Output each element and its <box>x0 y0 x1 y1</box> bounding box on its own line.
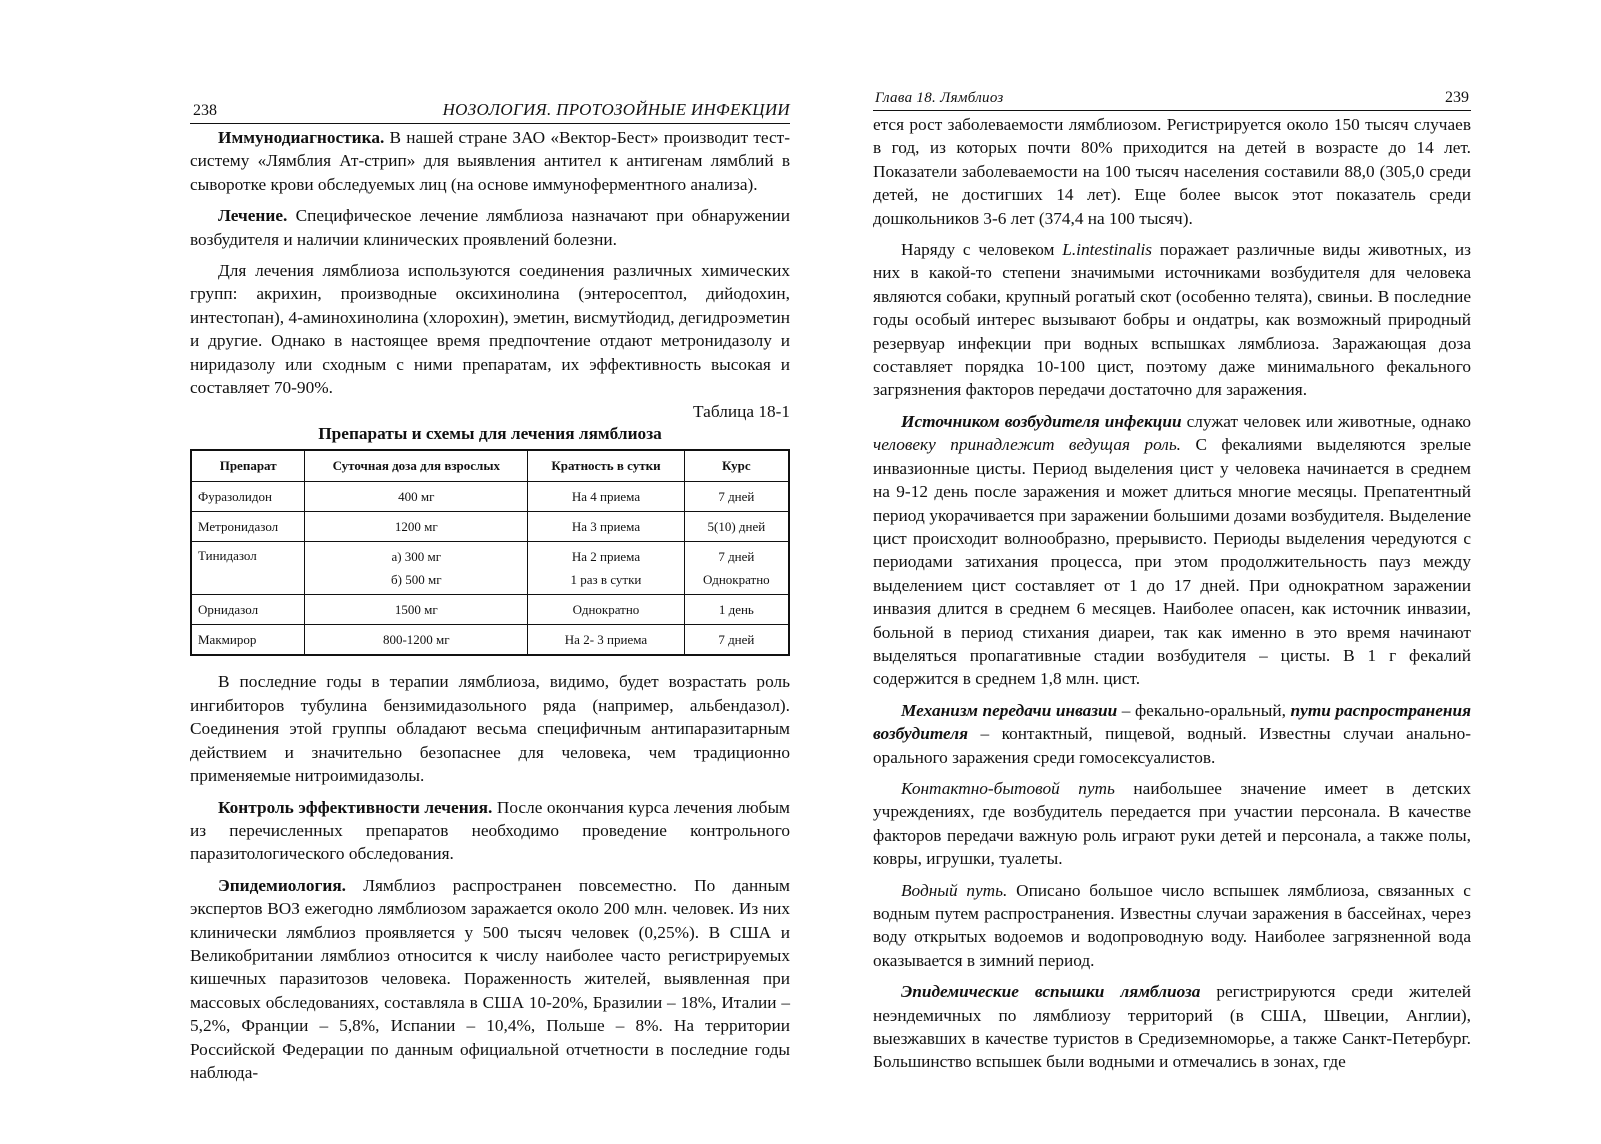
paragraph-lead: Лечение. <box>218 206 288 226</box>
table-header-row <box>191 450 789 482</box>
species-name: L.intestinalis <box>1062 240 1153 260</box>
body-text <box>190 670 790 1084</box>
paragraph-transmission: Механизм передачи инвазии – фекально-оральный, пути распространения возбудителя – контактный, пищевой, водный. Известны случаи анально-орального заражения среди гомосексуалистов. <box>873 700 1472 767</box>
paragraph-water-route: Водный путь. Описано большое число вспышек лямблиоза, связанных с водным путем распространения. Известны случаи заражения в бассейнах, через воду открытых водоемов и водопроводную воду. Наиболее загрязненной вода оказывается в зимний период. <box>873 880 1471 970</box>
course-cell: 1 день <box>684 595 789 625</box>
dose-cell: 1500 мг <box>305 595 528 625</box>
course-cell: 5(10) дней <box>684 512 789 542</box>
paragraph-lead: Источником возбудителя инфекции <box>901 411 1182 431</box>
body-text <box>190 126 790 399</box>
table-row <box>191 595 789 625</box>
drug-name-cell: Метронидазол <box>191 512 305 542</box>
frequency-cell: На 4 приема <box>528 482 684 512</box>
header-cell: Курс <box>684 450 789 482</box>
dose-cell: 800-1200 мг <box>305 625 528 656</box>
paragraph-animal-hosts: Наряду с человеком L.intestinalis поражает различные виды животных, из них в какой-то степени значимыми источниками возбудителя для человека являются собаки, крупный рогатый скот (особенно телята), свиньи. В последние годы особый интерес вызывают бобры и ондатры, как возможный природный резервуар инфекции при водных вспышках лямблиоза. Заражающая доза составляет порядка 10-100 цист, поэтому даже минимального фекального загрязнения факторов передачи достаточно для заражения. <box>873 240 1471 400</box>
running-title: НОЗОЛОГИЯ. ПРОТОЗОЙНЫЕ ИНФЕКЦИИ <box>442 100 790 119</box>
paragraph-contact-route: Контактно-бытовой путь наибольшее значение имеет в детских учреждениях, где возбудитель передается при участии персонала. В качестве факторов передачи важную роль играют руки детей и персонала, а также полы, ковры, игрушки, туалеты. <box>873 778 1471 869</box>
paragraph-lead: пути распространения возбудителя <box>873 700 1472 744</box>
left-page <box>190 95 790 1084</box>
drug-name-cell: Тинидазол <box>191 542 305 595</box>
paragraph-lead: Иммунодиагностика. <box>218 128 385 147</box>
paragraph-drug-groups: Для лечения лямблиоза используются соединения различных химических групп: акрихин, производные оксихинолина (энтеросептол, дийодохин, интестопан), 4-аминохинолина (хлорохин), эметин, висмутйодид, дегидроэметин и другие. Однако в настоящее время предпочтение отдают метронидазолу и ниридазолу или сходным с ними препаратам, их эффективность высокая и составляет 70-90%. <box>190 261 790 398</box>
paragraph-treatment-control: Контроль эффективности лечения. После окончания курса лечения любым из перечисленных препаратов необходимо проведение контрольного паразитологического обследования. <box>190 797 790 864</box>
page-number: 239 <box>1445 89 1469 106</box>
drug-name-cell: Макмирор <box>191 625 305 656</box>
frequency-cell: Однократно <box>528 595 684 625</box>
paragraph-outbreaks: Эпидемические вспышки лямблиоза регистрируются среди жителей неэндемичных по лямблиозу территорий (в США, Швеции, Англии), выезжавших в качестве туристов в Средиземноморье, а также Санкт-Петербург. Большинство вспышек были водными и отмечались в зонах, где <box>873 982 1471 1072</box>
paragraph-tubulin-inhibitors: В последние годы в терапии лямблиоза, видимо, будет возрастать роль ингибиторов тубулина бензимидазольного ряда (например, альбендазол). Соединения этой группы обладают весьма специфичным антипаразитарным действием и значительно безопаснее для человека, чем традиционно применяемые нитроимидазолы. <box>190 672 790 786</box>
drug-name-cell: Орнидазол <box>191 595 305 625</box>
table-row <box>191 542 789 595</box>
drug-table <box>190 449 790 656</box>
right-page <box>873 82 1471 1074</box>
table-caption: Таблица 18-1 <box>693 402 790 422</box>
frequency-cell: На 2 приема 1 раз в сутки <box>528 542 684 595</box>
running-title: Глава 18. Лямблиоз <box>875 90 1004 106</box>
paragraph-lead: Контактно-бытовой путь <box>901 778 1115 798</box>
dose-cell: 400 мг <box>305 482 528 512</box>
frequency-cell: На 2- 3 приема <box>528 625 684 656</box>
course-cell: 7 дней <box>684 625 789 656</box>
table-row <box>191 482 789 512</box>
paragraph-lead: Контроль эффективности лечения. <box>218 797 493 817</box>
paragraph-lead: Эпидемиология. <box>218 875 346 895</box>
running-header <box>873 82 1471 111</box>
paragraph-infection-source: Источником возбудителя инфекции служат человек или животные, однако человеку принадлежит ведущая роль. С фекалиями выделяются зрелые инвазионные цисты. Период выделения цист у человека начинается в среднем на 9-12 день после заражения и может длиться многие месяцы. Препатентный период укорачивается при заражении большими дозами возбудителя. Выделение цист происходит волнообразно, прерывисто. Периоды выделения чередуются с периодами затихания процесса, при этом продолжительность пауз между выделением цист составляет от 1 до 17 дней. При однократном заражении инвазия длится в среднем 6 месяцев. Наиболее опасен, как источник инвазии, больной в период стихания диареи, так как именно в это время начинают выделяться пропагативные стадии возбудителя – цисты. В 1 г фекалий содержится в среднем 1,8 млн. цист. <box>873 411 1471 689</box>
paragraph-immunodiagnostics: Иммунодиагностика. В нашей стране ЗАО «Вектор-Бест» производит тест-систему «Лямблия Ат-стрип» для выявления антител к антигенам лямблий в сыворотке крови обследуемых лиц (на основе иммуноферментного анализа). <box>190 128 790 194</box>
paragraph-incidence: ется рост заболеваемости лямблиозом. Регистрируется около 150 тысяч случаев в год, из которых почти 80% приходится на детей в возрасте до 14 лет. Показатели заболеваемости на 100 тысяч населения составили 88,0 (305,0 среди детей, не достигших 14 лет). Еще более высок этот показатель среди дошкольников 3-6 лет (374,4 на 100 тысяч). <box>873 115 1471 228</box>
course-cell: 7 дней Однократно <box>684 542 789 595</box>
paragraph-lead: Механизм передачи инвазии <box>901 700 1118 720</box>
frequency-cell: На 3 приема <box>528 512 684 542</box>
table-title: Препараты и схемы для лечения лямблиоза <box>318 424 662 444</box>
dose-cell: а) 300 мг б) 500 мг <box>305 542 528 595</box>
header-cell: Суточная доза для взрослых <box>305 450 528 482</box>
paragraph-lead: Эпидемические вспышки лямблиоза <box>901 982 1201 1002</box>
header-cell: Кратность в сутки <box>528 450 684 482</box>
table-row <box>191 512 789 542</box>
body-text <box>873 113 1471 1074</box>
paragraph-treatment: Лечение. Специфическое лечение лямблиоза назначают при обнаружении возбудителя и наличии клинических проявлений болезни. <box>190 206 790 249</box>
header-cell: Препарат <box>191 450 305 482</box>
table-row <box>191 625 789 656</box>
page-number: 238 <box>193 102 217 119</box>
course-cell: 7 дней <box>684 482 789 512</box>
paragraph-epidemiology: Эпидемиология. Лямблиоз распространен повсеместно. По данным экспертов ВОЗ ежегодно лямблиозом заражается около 200 млн. человек. Из них клинически лямблиоз проявляется у 500 тысяч человек (0,25%). В США и Великобритании лямблиоз относится к числу наиболее часто регистрируемых кишечных паразитозов человека. Пораженность жителей, выявленная при массовых обследованиях, составляла в США 10-20%, Бразилии – 18%, Италии – 5,2%, Франции – 5,8%, Испании – 10,4%, Польше – 8%. На территории Российской Федерации по данным официальной отчетности в последние годы наблюда- <box>190 875 790 1082</box>
running-header <box>190 95 790 124</box>
paragraph-lead: Водный путь. <box>901 880 1008 900</box>
drug-name-cell: Фуразолидон <box>191 482 305 512</box>
dose-cell: 1200 мг <box>305 512 528 542</box>
